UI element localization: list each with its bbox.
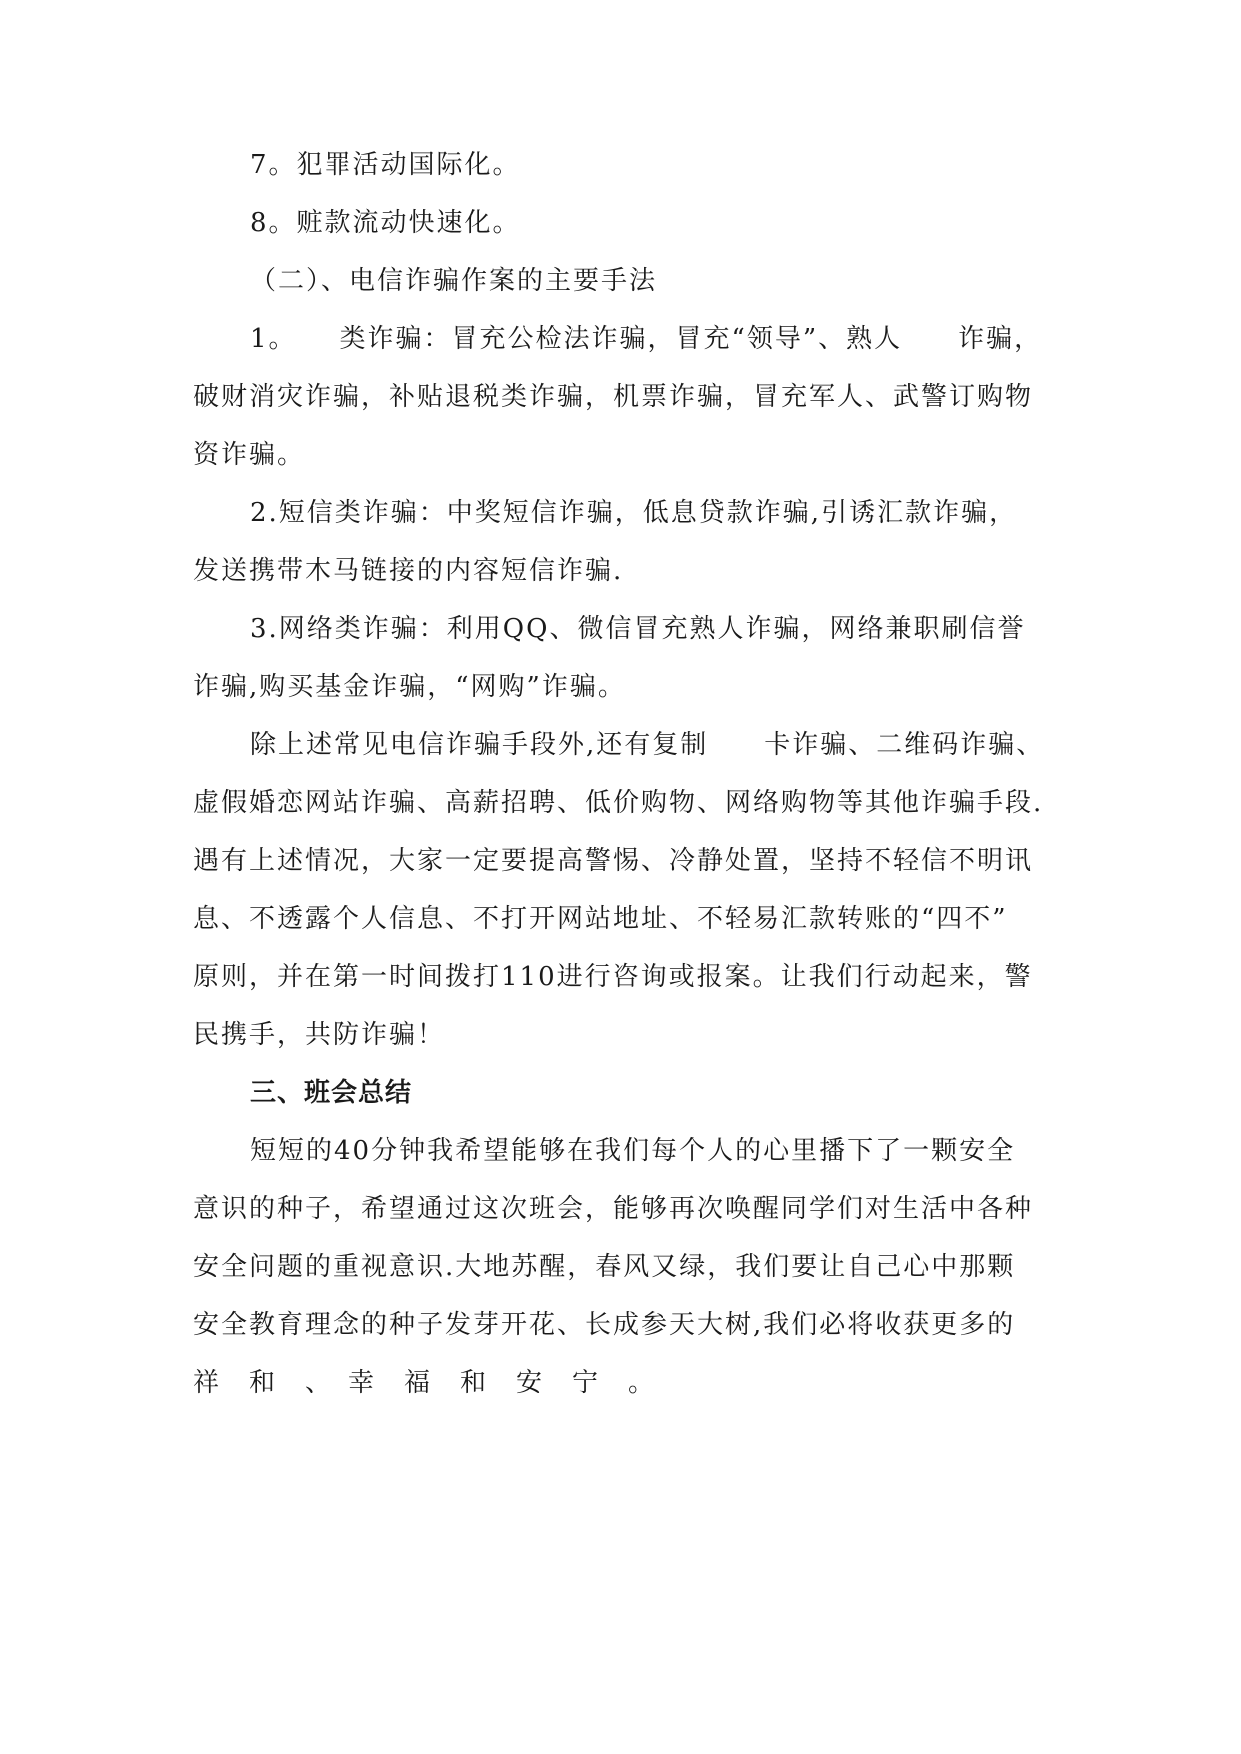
paragraph-line: 民携手，共防诈骗！	[193, 1020, 446, 1050]
paragraph-line: 祥 和 、 幸 福 和 安 宁 。	[193, 1368, 657, 1398]
section-subheading: （二）、电信诈骗作案的主要手法	[250, 266, 658, 296]
paragraph-line: 1。 类诈骗：冒充公检法诈骗，冒充“领导”、熟人 诈骗，	[250, 324, 1043, 354]
list-item-7: 7。犯罪活动国际化。	[250, 150, 521, 180]
paragraph-line: 意识的种子，希望通过这次班会，能够再次唤醒同学们对生活中各种	[193, 1194, 1034, 1224]
paragraph-line: 遇有上述情况，大家一定要提高警惕、冷静处置，坚持不轻信不明讯	[193, 846, 1034, 876]
list-item-8: 8。赃款流动快速化。	[250, 208, 521, 238]
section-heading: 三、班会总结	[250, 1078, 413, 1108]
paragraph-line: 原则，并在第一时间拨打110进行咨询或报案。让我们行动起来，警	[193, 962, 1033, 992]
paragraph-line: 发送携带木马链接的内容短信诈骗.	[193, 556, 624, 586]
paragraph-line: 安全问题的重视意识.大地苏醒，春风又绿，我们要让自己心中那颗	[193, 1252, 1016, 1282]
paragraph-line: 安全教育理念的种子发芽开花、长成参天大树,我们必将收获更多的	[193, 1310, 1016, 1340]
paragraph-line: 息、不透露个人信息、不打开网站地址、不轻易汇款转账的“四不”	[193, 904, 1008, 934]
paragraph-line: 2.短信类诈骗：中奖短信诈骗，低息贷款诈骗,引诱汇款诈骗，	[250, 498, 1018, 528]
paragraph-line: 短短的40分钟我希望能够在我们每个人的心里播下了一颗安全	[250, 1136, 1016, 1166]
paragraph-line: 除上述常见电信诈骗手段外,还有复制 卡诈骗、二维码诈骗、	[250, 730, 1045, 760]
paragraph-line: 破财消灾诈骗，补贴退税类诈骗，机票诈骗，冒充军人、武警订购物	[193, 382, 1034, 412]
paragraph-line: 虚假婚恋网站诈骗、高薪招聘、低价购物、网络购物等其他诈骗手段.	[193, 788, 1044, 818]
paragraph-line: 3.网络类诈骗：利用QQ、微信冒充熟人诈骗，网络兼职刷信誉	[250, 614, 1026, 644]
paragraph-line: 资诈骗。	[193, 440, 306, 470]
paragraph-line: 诈骗,购买基金诈骗，“网购”诈骗。	[193, 672, 626, 702]
